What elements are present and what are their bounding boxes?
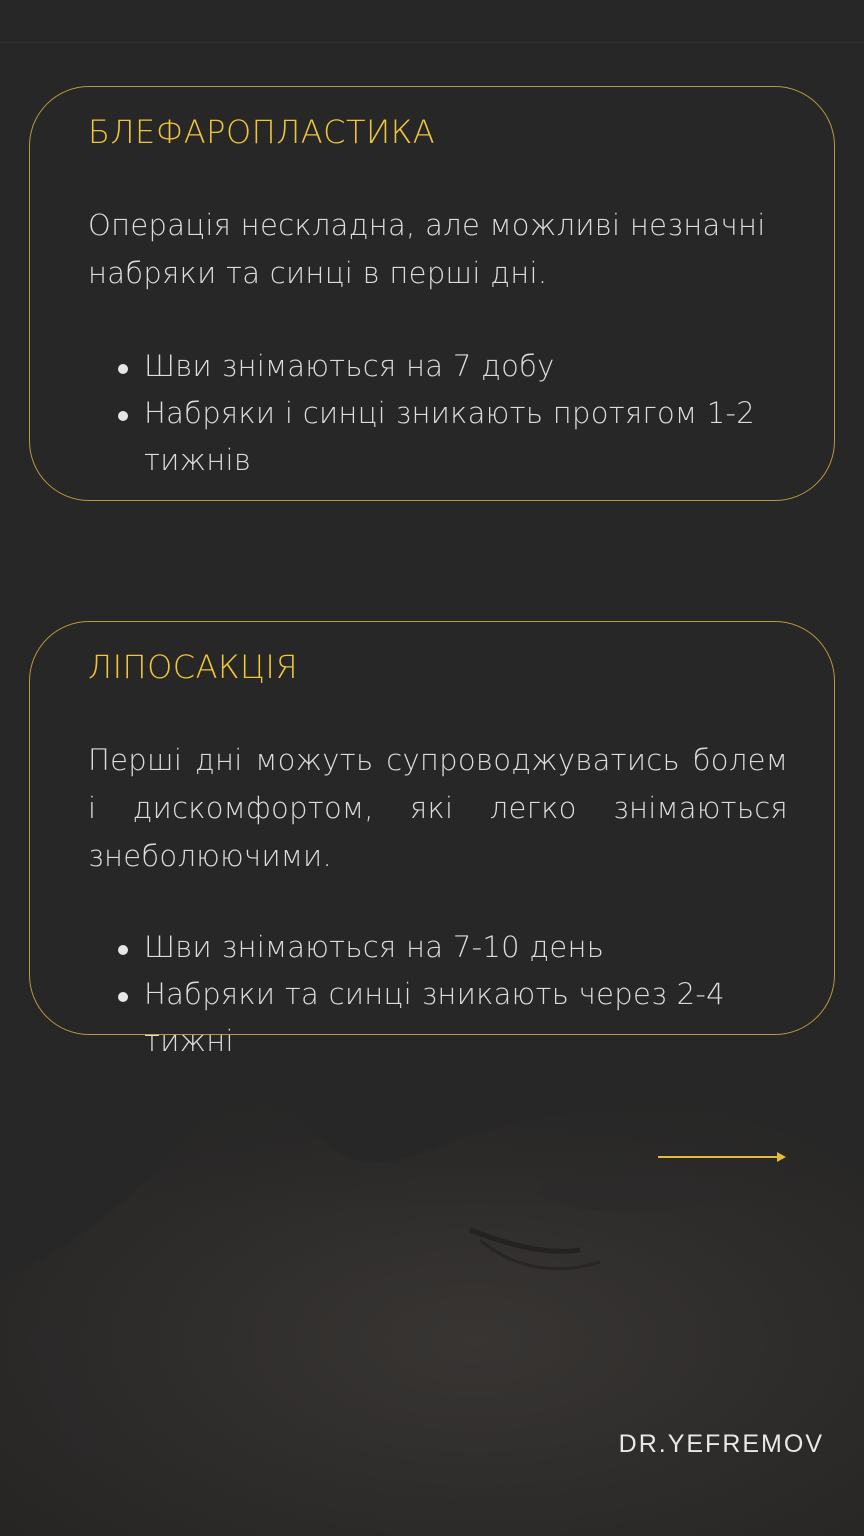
list-item bbox=[118, 343, 778, 390]
list-item-text: Набряки та синці зникають через 2-4 тижні bbox=[144, 977, 725, 1058]
bullet-dot-icon bbox=[118, 992, 128, 1002]
bullet-dot-icon bbox=[118, 364, 128, 374]
top-divider bbox=[0, 42, 864, 43]
card-title: БЛЕФАРОПЛАСТИКА bbox=[88, 113, 436, 151]
arrow-right-icon[interactable] bbox=[658, 1149, 788, 1165]
list-item bbox=[118, 971, 778, 1065]
bullet-dot-icon bbox=[118, 411, 128, 421]
list-item bbox=[118, 390, 778, 484]
card-description: Операція нескладна, але можливі незначні набряки та синці в перші дні. bbox=[88, 208, 766, 290]
procedure-card-liposuction bbox=[29, 621, 835, 1058]
bullet-dot-icon bbox=[118, 945, 128, 955]
card-description: Перші дні можуть супроводжуватись болем і дискомфортом, які легко знімаються знеболюючими. bbox=[88, 743, 788, 873]
list-item-text: Набряки і синці зникають протягом 1-2 тижнів bbox=[144, 396, 755, 477]
background-photo bbox=[0, 1040, 864, 1536]
list-item-text: Шви знімаються на 7 добу bbox=[144, 349, 555, 383]
list-item-text: Шви знімаються на 7-10 день bbox=[144, 930, 605, 964]
brand-name: DR.YEFREMOV bbox=[618, 1430, 824, 1458]
card-bullet-list bbox=[118, 343, 778, 484]
list-item bbox=[118, 924, 778, 971]
procedure-card-blepharoplasty bbox=[29, 86, 835, 501]
card-title: ЛІПОСАКЦІЯ bbox=[88, 648, 299, 686]
card-bullet-list bbox=[118, 924, 778, 1065]
